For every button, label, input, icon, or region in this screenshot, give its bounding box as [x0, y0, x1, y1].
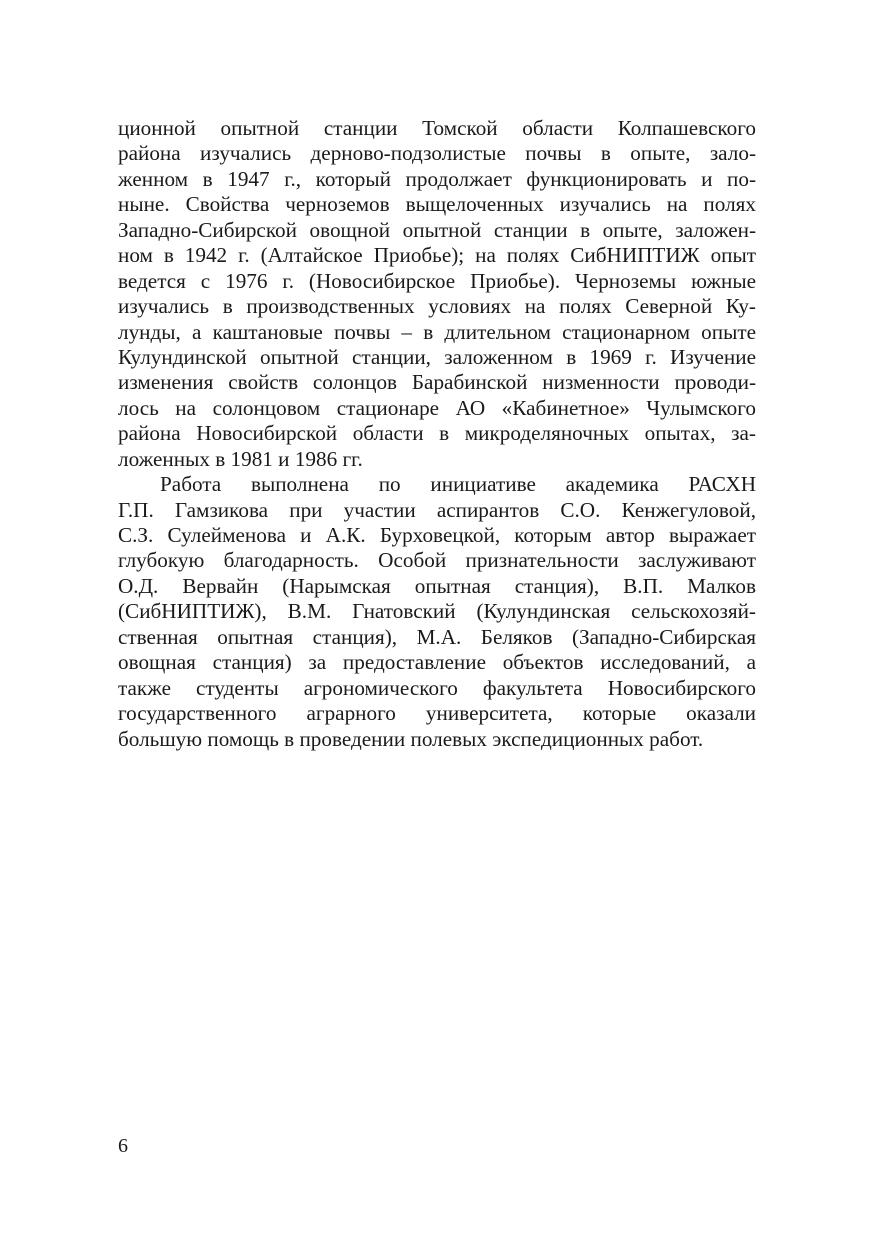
text-line: ложенных в 1981 и 1986 гг.	[118, 446, 363, 471]
text-line: ном в 1942 г. (Алтайское Приобье); на полях СибНИПТИЖ опыт	[118, 243, 756, 268]
paragraph-1	[118, 116, 756, 472]
text-line: овощная станция) за предоставление объектов исследований, а	[118, 650, 756, 675]
text-line: большую помощь в проведении полевых экспедиционных работ.	[118, 726, 704, 751]
text-line: изучались в производственных условиях на полях Северной Ку-	[118, 294, 756, 319]
text-line: ныне. Свойства черноземов выщелоченных изучались на полях	[118, 192, 756, 217]
text-line: лось на солонцовом стационаре АО «Кабинетное» Чулымского	[118, 395, 756, 420]
text-line: также студенты агрономического факультета Новосибирского	[118, 675, 756, 700]
text-line: ственная опытная станция), М.А. Беляков (Западно-Сибирская	[118, 624, 756, 649]
text-line: ционной опытной станции Томской области Колпашевского	[118, 116, 756, 140]
text-line: Западно-Сибирской овощной опытной станции в опыте, заложен-	[118, 217, 756, 242]
text-line: (СибНИПТИЖ), В.М. Гнатовский (Кулундинская сельскохозяй-	[118, 599, 756, 624]
text-line: С.З. Сулейменова и А.К. Бурховецкой, которым автор выражает	[118, 523, 756, 547]
text-line: Работа выполнена по инициативе академика РАСХН	[160, 472, 756, 497]
text-line: женном в 1947 г., который продолжает функционировать и по-	[118, 166, 756, 191]
page-number: 6	[118, 1135, 128, 1157]
text-line: ведется с 1976 г. (Новосибирское Приобье). Черноземы южные	[118, 268, 756, 293]
text-line: Кулундинской опытной станции, заложенном в 1969 г. Изучение	[118, 344, 756, 369]
text-line: района Новосибирской области в микроделяночных опытах, за-	[118, 421, 756, 446]
text-line: глубокую благодарность. Особой признательности заслуживают	[118, 548, 756, 573]
text-line: лунды, а каштановые почвы – в длительном стационарном опыте	[118, 319, 756, 344]
text-line: Г.П. Гамзикова при участии аспирантов С.О. Кенжегуловой,	[118, 497, 756, 522]
text-line: государственного аграрного университета, которые оказали	[118, 701, 756, 726]
text-line: О.Д. Вервайн (Нарымская опытная станция), В.П. Малков	[118, 573, 756, 598]
body-text	[118, 116, 756, 752]
text-line: изменения свойств солонцов Барабинской низменности проводи-	[118, 370, 756, 395]
paragraph-2	[118, 472, 756, 752]
text-line: района изучались дерново-подзолистые почвы в опыте, зало-	[118, 141, 756, 166]
